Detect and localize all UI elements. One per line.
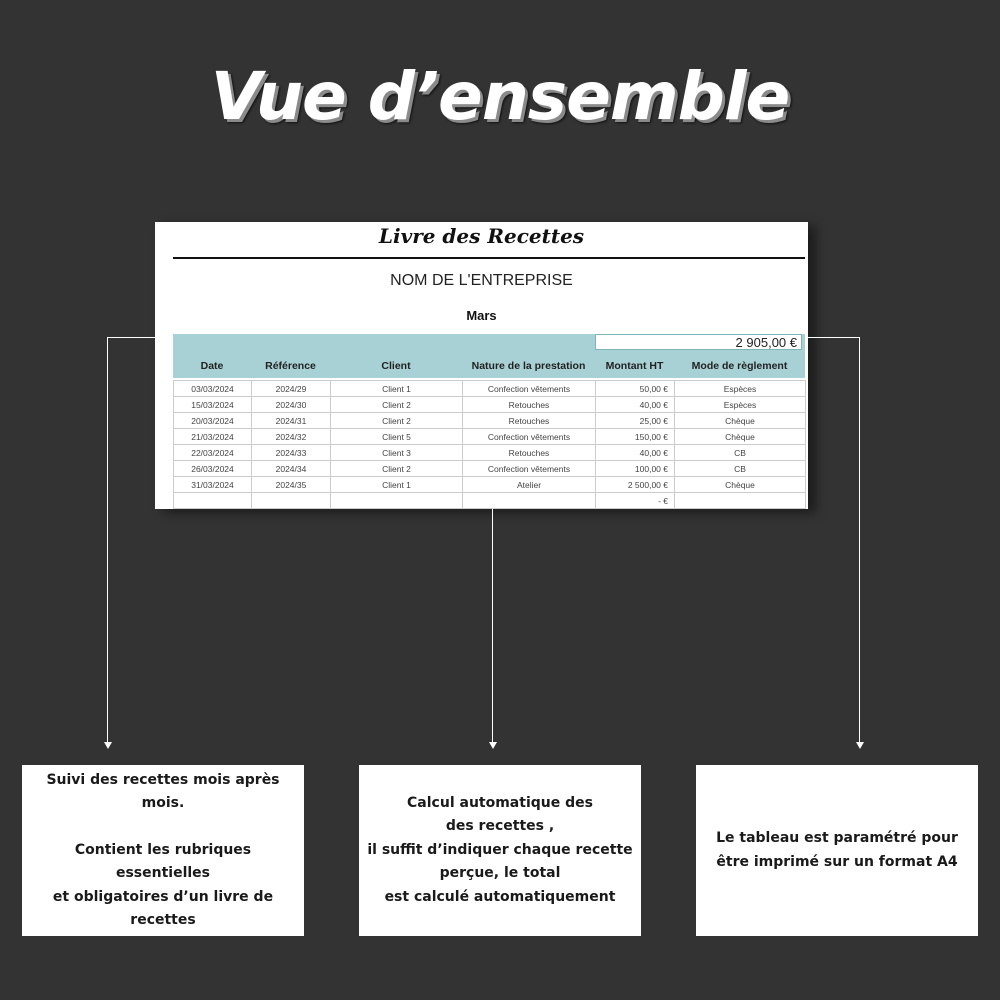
connector-line [808,337,860,338]
table-row [174,445,806,461]
table-cell: CB [675,461,806,477]
table-cell: Client 2 [331,413,463,429]
table-cell: 40,00 € [596,397,675,413]
connector-line [107,337,108,742]
table-cell [463,493,596,509]
callout-text: et obligatoires d’un livre de [52,888,274,905]
table-cell: Chèque [675,413,806,429]
callout-text: perçue, le total [439,865,561,882]
page-title: Vue d’ensemble [210,58,790,135]
table-row [174,397,806,413]
column-header: Nature de la prestation [471,360,586,372]
table-cell: 100,00 € [596,461,675,477]
table-cell: Client 2 [331,397,463,413]
table-cell: 15/03/2024 [174,397,252,413]
arrow-down-icon [856,742,864,749]
receipts-table [173,380,806,509]
callout-text: Calcul automatique des [407,794,593,811]
table-cell: 2 500,00 € [596,477,675,493]
callout-text: il suffit d’indiquer chaque recette [367,841,633,858]
callout-text: être imprimé sur un format A4 [716,853,958,870]
callout-text: Contient les rubriques essentielles [74,841,252,881]
table-cell: Client 2 [331,461,463,477]
table-cell [174,493,252,509]
table-cell: Client 1 [331,477,463,493]
column-header: Montant HT [605,360,664,372]
table-cell: Chèque [675,477,806,493]
table-row [174,429,806,445]
column-headers [173,358,805,378]
connector-line [859,337,860,742]
company-name: NOM DE L'ENTREPRISE [390,272,573,289]
table-cell: 150,00 € [596,429,675,445]
table-row [174,413,806,429]
table-row [174,461,806,477]
table-cell: Espèces [675,381,806,397]
sheet-title: Livre des Recettes [378,224,585,248]
table-cell: 2024/33 [252,445,331,461]
callout-text: recettes [130,912,196,928]
table-cell: Confection vêtements [463,381,596,397]
table-cell [331,493,463,509]
table-cell: 26/03/2024 [174,461,252,477]
table-cell: Retouches [463,445,596,461]
table-cell: - € [596,493,675,509]
table-cell: Retouches [463,413,596,429]
callout-text: Suivi des recettes mois après mois. [46,771,280,811]
column-header: Client [381,360,411,372]
spreadsheet-preview [155,222,808,509]
arrow-down-icon [489,742,497,749]
table-cell: Confection vêtements [463,429,596,445]
table-cell: Client 5 [331,429,463,445]
table-cell: Atelier [463,477,596,493]
month-label: Mars [466,308,497,323]
table-row [174,381,806,397]
table-cell: 22/03/2024 [174,445,252,461]
table-cell: Confection vêtements [463,461,596,477]
table-cell: 21/03/2024 [174,429,252,445]
table-cell [252,493,331,509]
table-row [174,477,806,493]
connector-line [107,337,155,338]
table-cell: 2024/30 [252,397,331,413]
table-cell: 2024/35 [252,477,331,493]
table-cell: 2024/29 [252,381,331,397]
callout-text: Le tableau est paramétré pour [716,830,958,846]
callout-monthly-tracking [22,765,304,936]
table-cell: Client 3 [331,445,463,461]
table-cell: CB [675,445,806,461]
table-cell: 25,00 € [596,413,675,429]
table-cell: 2024/31 [252,413,331,429]
column-header: Date [200,360,224,372]
table-cell: 31/03/2024 [174,477,252,493]
callout-auto-calculation [359,765,641,936]
total-amount: 2 905,00 € [595,334,802,350]
table-cell: 40,00 € [596,445,675,461]
arrow-down-icon [104,742,112,749]
table-cell: Client 1 [331,381,463,397]
table-cell: 2024/32 [252,429,331,445]
table-cell: Espèces [675,397,806,413]
title-divider [173,257,805,259]
column-header: Référence [265,360,316,372]
column-header: Mode de règlement [691,360,788,372]
table-cell: Retouches [463,397,596,413]
table-cell: 50,00 € [596,381,675,397]
callout-a4-print [696,765,978,936]
table-cell: 20/03/2024 [174,413,252,429]
callout-text: est calculé automatiquement [384,888,616,905]
table-row [174,493,806,509]
table-cell: Chèque [675,429,806,445]
callout-text: des recettes , [445,818,555,835]
table-cell: 03/03/2024 [174,381,252,397]
table-cell: 2024/34 [252,461,331,477]
table-cell [675,493,806,509]
connector-line [492,509,493,742]
